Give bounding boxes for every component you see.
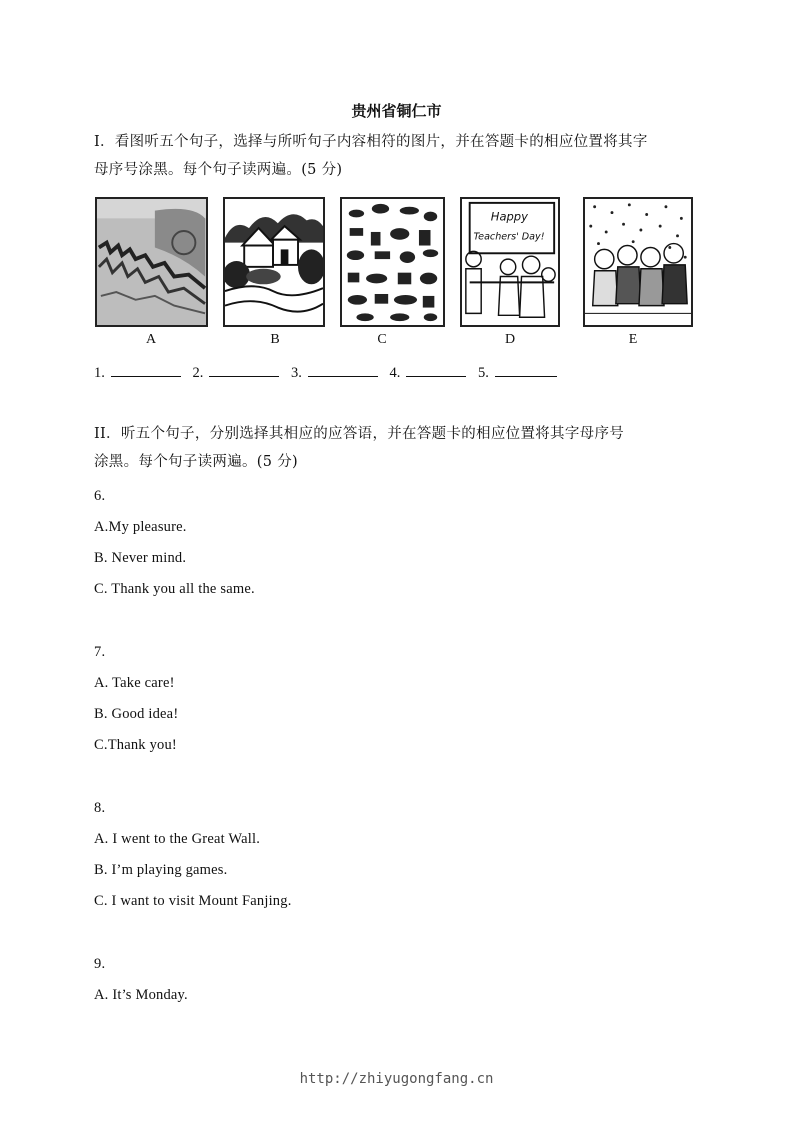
question-number-8: 8.	[94, 800, 106, 816]
answer-blank-4[interactable]	[406, 362, 466, 377]
section2-instruction	[94, 420, 704, 476]
answer-blanks	[94, 362, 565, 382]
option-6c: C. Thank you all the same.	[94, 581, 255, 597]
sign-text-happy: Happy	[490, 209, 528, 224]
option-6b: B. Never mind.	[94, 550, 187, 566]
answer-number-3: 3.	[291, 365, 302, 381]
answer-number-4: 4.	[389, 365, 401, 381]
teachers-day-picture	[460, 197, 560, 327]
option-7c: C.Thank you!	[94, 737, 177, 753]
question-number-7: 7.	[94, 644, 106, 660]
answer-blank-2[interactable]	[209, 362, 279, 377]
answer-blank-5[interactable]	[495, 362, 557, 377]
option-9a: A. It’s Monday.	[94, 987, 188, 1003]
footer-url[interactable]: http://zhiyugongfang.cn	[299, 1071, 494, 1087]
picture-row	[95, 197, 695, 357]
section1-instruction	[94, 128, 704, 184]
section2-instruction-line1: II．听五个句子，分别选择其相应的应答语，并在答题卡的相应位置将其字母序号	[94, 426, 625, 442]
question-number-9: 9.	[94, 956, 106, 972]
picture-label-e: E	[628, 332, 638, 347]
sign-text-teachers-day: Teachers' Day!	[473, 231, 545, 243]
answer-number-5: 5.	[478, 365, 489, 381]
great-wall-picture	[95, 197, 208, 327]
snow-children-picture	[583, 197, 693, 327]
option-6a: A.My pleasure.	[94, 519, 187, 535]
section1-instruction-line2: 母序号涂黑。每个句子读两遍。(5 分)	[94, 162, 343, 178]
answer-number-1: 1.	[94, 365, 105, 381]
question-number-6: 6.	[94, 488, 106, 504]
animals-picture	[340, 197, 445, 327]
answer-blank-1[interactable]	[111, 362, 181, 377]
option-7b: B. Good idea!	[94, 706, 179, 722]
section1-instruction-line1: I．看图听五个句子，选择与所听句子内容相符的图片，并在答题卡的相应位置将其字	[94, 134, 648, 150]
option-7a: A. Take care!	[94, 675, 175, 691]
answer-number-2: 2.	[192, 365, 204, 381]
picture-label-b: B	[270, 332, 280, 347]
section2-instruction-line2: 涂黑。每个句子读两遍。(5 分)	[94, 454, 298, 470]
option-8c: C. I want to visit Mount Fanjing.	[94, 893, 292, 909]
option-8b: B. I’m playing games.	[94, 862, 228, 878]
house-landscape-picture	[223, 197, 325, 327]
answer-blank-3[interactable]	[308, 362, 378, 377]
option-8a: A. I went to the Great Wall.	[94, 831, 261, 847]
picture-label-a: A	[145, 332, 157, 347]
picture-label-c: C	[377, 332, 387, 347]
picture-label-d: D	[504, 332, 516, 347]
page-title: 贵州省铜仁市	[351, 102, 442, 120]
